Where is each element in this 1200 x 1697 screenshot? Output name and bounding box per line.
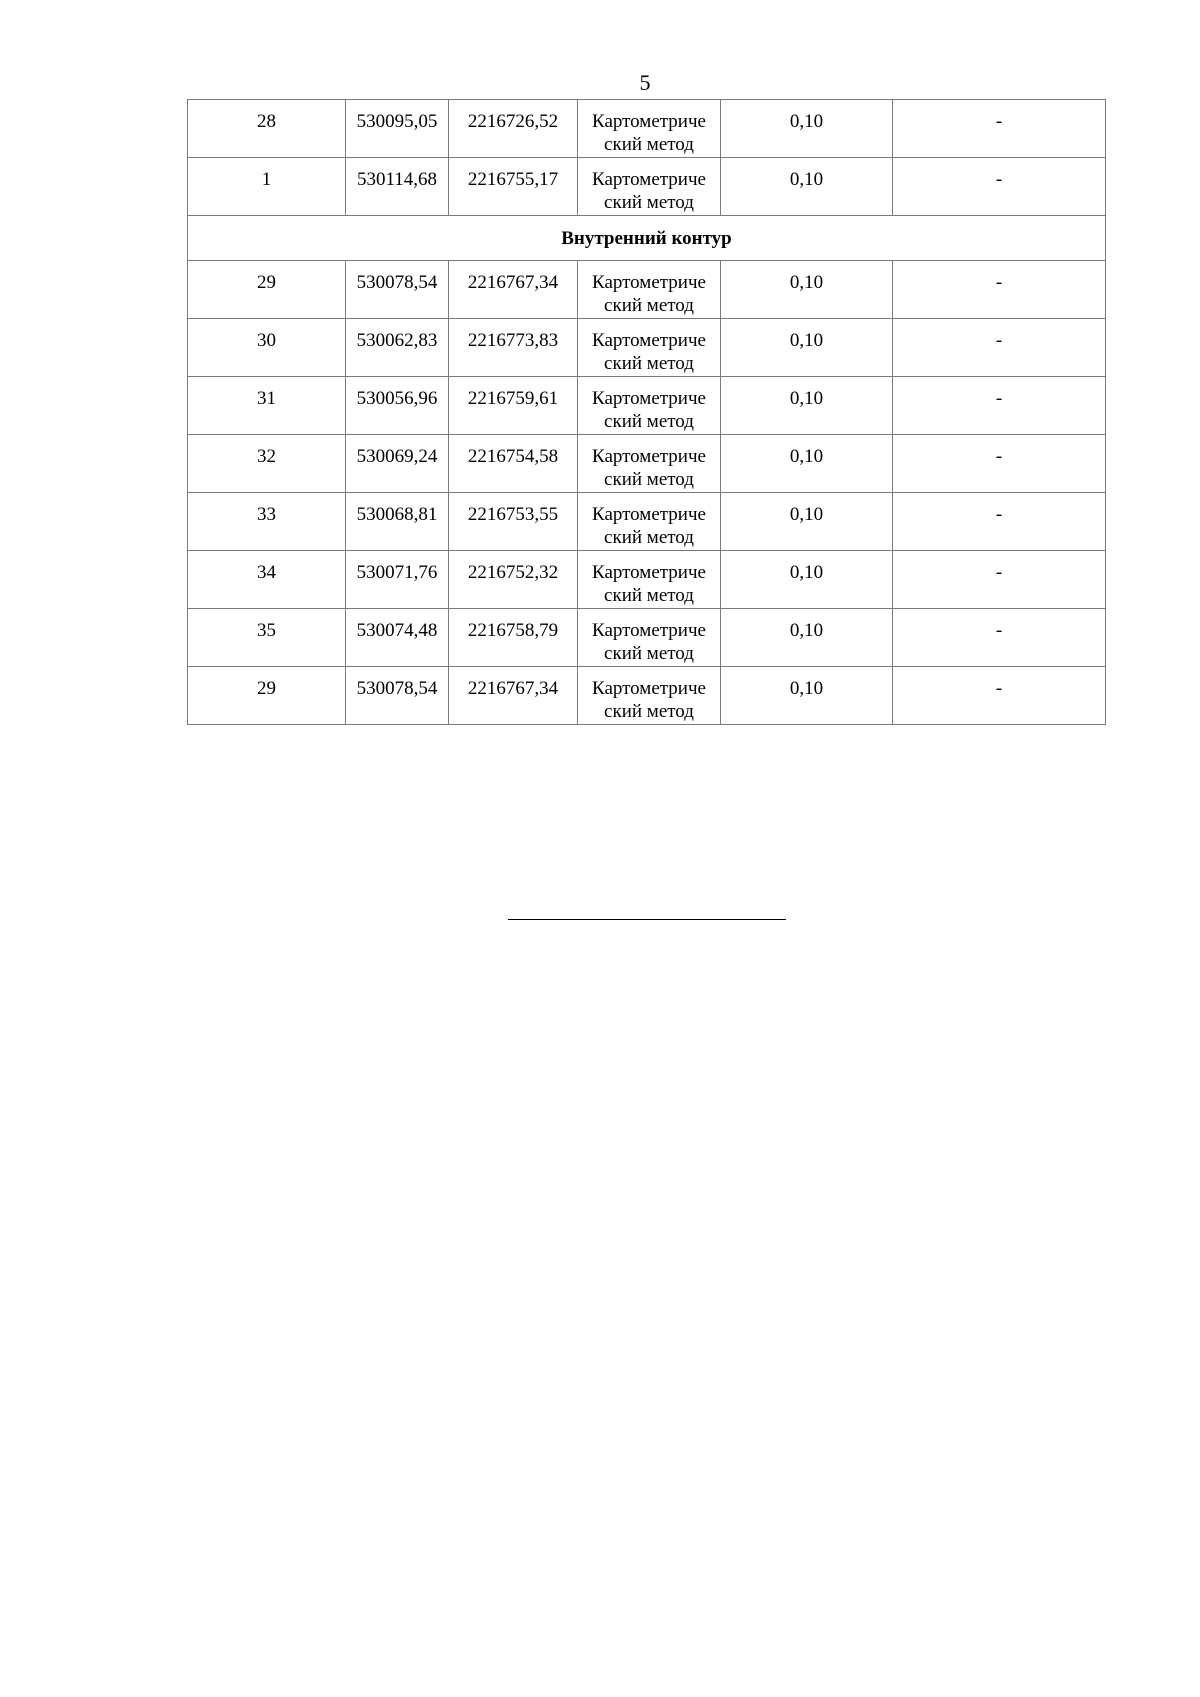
accuracy-value: 0,10 xyxy=(721,100,893,158)
point-number: 29 xyxy=(188,261,346,319)
x-coordinate: 530114,68 xyxy=(346,158,449,216)
y-coordinate: 2216753,55 xyxy=(449,493,578,551)
x-coordinate: 530095,05 xyxy=(346,100,449,158)
accuracy-value: 0,10 xyxy=(721,667,893,725)
table-row xyxy=(188,158,1106,216)
point-number: 28 xyxy=(188,100,346,158)
method-line-2: ский метод xyxy=(604,295,694,316)
note-cell: - xyxy=(893,377,1106,435)
table-row xyxy=(188,493,1106,551)
note-cell: - xyxy=(893,435,1106,493)
note-cell: - xyxy=(893,667,1106,725)
method-line-1: Картометриче xyxy=(592,169,706,190)
y-coordinate: 2216767,34 xyxy=(449,261,578,319)
method-cell xyxy=(578,667,721,725)
method-line-1: Картометриче xyxy=(592,678,706,699)
method-line-2: ский метод xyxy=(604,192,694,213)
method-line-2: ский метод xyxy=(604,469,694,490)
y-coordinate: 2216758,79 xyxy=(449,609,578,667)
note-cell: - xyxy=(893,100,1106,158)
x-coordinate: 530068,81 xyxy=(346,493,449,551)
table-row xyxy=(188,261,1106,319)
point-number: 29 xyxy=(188,667,346,725)
x-coordinate: 530069,24 xyxy=(346,435,449,493)
method-line-1: Картометриче xyxy=(592,330,706,351)
table-row xyxy=(188,100,1106,158)
y-coordinate: 2216767,34 xyxy=(449,667,578,725)
point-number: 35 xyxy=(188,609,346,667)
y-coordinate: 2216726,52 xyxy=(449,100,578,158)
note-cell: - xyxy=(893,158,1106,216)
accuracy-value: 0,10 xyxy=(721,319,893,377)
point-number: 34 xyxy=(188,551,346,609)
accuracy-value: 0,10 xyxy=(721,609,893,667)
y-coordinate: 2216754,58 xyxy=(449,435,578,493)
y-coordinate: 2216752,32 xyxy=(449,551,578,609)
method-line-1: Картометриче xyxy=(592,446,706,467)
accuracy-value: 0,10 xyxy=(721,493,893,551)
x-coordinate: 530074,48 xyxy=(346,609,449,667)
page-number: 5 xyxy=(639,70,651,95)
table-row xyxy=(188,609,1106,667)
accuracy-value: 0,10 xyxy=(721,261,893,319)
point-number: 31 xyxy=(188,377,346,435)
note-cell: - xyxy=(893,609,1106,667)
method-cell xyxy=(578,435,721,493)
x-coordinate: 530078,54 xyxy=(346,667,449,725)
table-row xyxy=(188,319,1106,377)
method-cell xyxy=(578,319,721,377)
method-line-2: ский метод xyxy=(604,527,694,548)
table-row xyxy=(188,551,1106,609)
method-line-1: Картометриче xyxy=(592,620,706,641)
y-coordinate: 2216773,83 xyxy=(449,319,578,377)
accuracy-value: 0,10 xyxy=(721,158,893,216)
coordinates-table xyxy=(187,99,1106,725)
note-cell: - xyxy=(893,551,1106,609)
method-line-2: ский метод xyxy=(604,585,694,606)
method-line-2: ский метод xyxy=(604,643,694,664)
note-cell: - xyxy=(893,261,1106,319)
point-number: 32 xyxy=(188,435,346,493)
table-row xyxy=(188,435,1106,493)
method-line-2: ский метод xyxy=(604,134,694,155)
point-number: 33 xyxy=(188,493,346,551)
accuracy-value: 0,10 xyxy=(721,377,893,435)
table-row xyxy=(188,377,1106,435)
method-cell xyxy=(578,609,721,667)
method-line-1: Картометриче xyxy=(592,111,706,132)
y-coordinate: 2216759,61 xyxy=(449,377,578,435)
point-number: 1 xyxy=(188,158,346,216)
section-row xyxy=(188,216,1106,261)
x-coordinate: 530071,76 xyxy=(346,551,449,609)
point-number: 30 xyxy=(188,319,346,377)
method-line-1: Картометриче xyxy=(592,504,706,525)
accuracy-value: 0,10 xyxy=(721,551,893,609)
table-row xyxy=(188,667,1106,725)
x-coordinate: 530062,83 xyxy=(346,319,449,377)
method-line-2: ский метод xyxy=(604,353,694,374)
method-line-1: Картометриче xyxy=(592,562,706,583)
method-cell xyxy=(578,100,721,158)
note-cell: - xyxy=(893,319,1106,377)
method-line-1: Картометриче xyxy=(592,388,706,409)
section-title: Внутренний контур xyxy=(188,216,1106,261)
method-cell xyxy=(578,493,721,551)
method-line-1: Картометриче xyxy=(592,272,706,293)
method-line-2: ский метод xyxy=(604,411,694,432)
method-cell xyxy=(578,551,721,609)
note-cell: - xyxy=(893,493,1106,551)
x-coordinate: 530056,96 xyxy=(346,377,449,435)
closing-divider-line xyxy=(508,919,786,920)
method-line-2: ский метод xyxy=(604,701,694,722)
x-coordinate: 530078,54 xyxy=(346,261,449,319)
y-coordinate: 2216755,17 xyxy=(449,158,578,216)
method-cell xyxy=(578,377,721,435)
method-cell xyxy=(578,158,721,216)
method-cell xyxy=(578,261,721,319)
accuracy-value: 0,10 xyxy=(721,435,893,493)
